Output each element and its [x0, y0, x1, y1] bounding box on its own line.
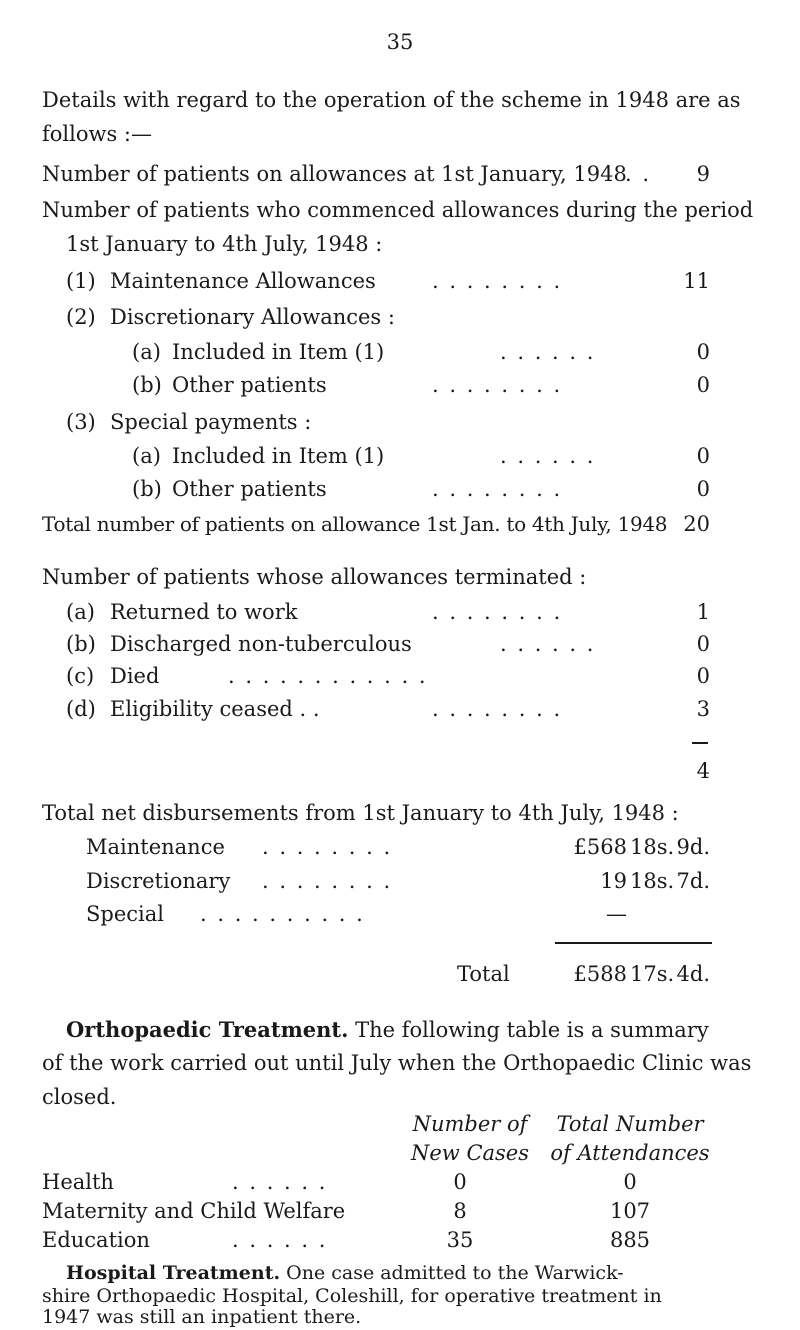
disb-maintenance-label: Maintenance	[86, 835, 225, 859]
hospital-line-3: 1947 was still an inpatient there.	[42, 1306, 362, 1328]
terminated-d-letter: (d)	[66, 697, 96, 721]
page-number: 35	[386, 30, 414, 54]
disb-total-label: Total	[457, 962, 510, 986]
terminated-a-letter: (a)	[66, 600, 95, 624]
ortho-row-health-dots: . . . . . .	[232, 1170, 328, 1194]
terminated-d-dots: . . . . . . . .	[432, 697, 563, 721]
disb-maintenance-dots: . . . . . . . .	[262, 835, 393, 859]
ortho-row-maternity-attend: 107	[609, 1199, 651, 1223]
terminated-d-value: 3	[696, 697, 710, 721]
item-3-number: (3)	[66, 410, 96, 434]
ortho-row-education-new: 35	[446, 1228, 474, 1252]
col-new-cases-head-2: New Cases	[410, 1141, 530, 1165]
hospital-text-1: One case admitted to the Warwick-	[280, 1262, 624, 1284]
terminated-d-label: Eligibility ceased . .	[110, 697, 320, 721]
ortho-row-maternity-label: Maternity and Child Welfare	[42, 1199, 346, 1223]
item-2a-dots: . . . . . .	[500, 340, 596, 364]
terminated-a-label: Returned to work	[110, 600, 298, 624]
terminated-c-value: 0	[696, 664, 710, 688]
disb-special-pounds: —	[606, 902, 627, 926]
item-3a-letter: (a)	[132, 444, 161, 468]
terminated-b-label: Discharged non-tuberculous	[110, 632, 412, 656]
disb-discretionary-pounds: 19	[600, 869, 627, 893]
disb-maintenance-pence: 9d.	[676, 835, 710, 859]
item-3-label: Special payments :	[110, 410, 312, 434]
terminated-a-value: 1	[696, 600, 710, 624]
item-1-dots: . . . . . . . .	[432, 269, 563, 293]
item-3b-value: 0	[696, 477, 710, 501]
orthopaedic-title: Orthopaedic Treatment.	[66, 1017, 349, 1042]
terminated-a-dots: . . . . . . . .	[432, 600, 563, 624]
on-allowances-dots: . .	[625, 162, 652, 186]
disb-maintenance-shillings: 18s.	[630, 835, 675, 859]
item-1-number: (1)	[66, 269, 96, 293]
disb-discretionary-label: Discretionary	[86, 869, 231, 893]
disb-total-pounds: £588	[573, 962, 627, 986]
hospital-line-2: shire Orthopaedic Hospital, Coleshill, for operative treatment in	[42, 1285, 662, 1307]
item-3a-dots: . . . . . .	[500, 444, 596, 468]
terminated-total-rule	[692, 742, 708, 744]
item-1-value: 11	[683, 269, 710, 293]
item-2a-value: 0	[696, 340, 710, 364]
disb-maintenance-pounds: £568	[573, 835, 627, 859]
terminated-c-dots: . . . . . . . . . . . .	[228, 664, 428, 688]
disb-special-dots: . . . . . . . . . .	[200, 902, 365, 926]
hospital-title: Hospital Treatment.	[66, 1262, 281, 1284]
commenced-total-label: Total number of patients on allowance 1st Jan. to 4th July, 1948	[42, 512, 668, 536]
intro-line-1: Details with regard to the operation of the scheme in 1948 are as	[42, 88, 741, 112]
item-1-label: Maintenance Allowances	[110, 269, 376, 293]
commenced-line-2: 1st January to 4th July, 1948 :	[66, 232, 383, 256]
col-new-cases-head-1: Number of	[412, 1112, 528, 1136]
terminated-total: 4	[696, 759, 710, 783]
item-2b-dots: . . . . . . . .	[432, 373, 563, 397]
item-2-label: Discretionary Allowances :	[110, 305, 395, 329]
terminated-c-label: Died	[110, 664, 160, 688]
terminated-b-letter: (b)	[66, 632, 96, 656]
item-2a-letter: (a)	[132, 340, 161, 364]
on-allowances-label: Number of patients on allowances at 1st January, 1948	[42, 162, 627, 186]
terminated-b-value: 0	[696, 632, 710, 656]
col-attendances-head-2: of Attendances	[550, 1141, 710, 1165]
item-2a-label: Included in Item (1)	[172, 340, 385, 364]
ortho-row-maternity-new: 8	[453, 1199, 467, 1223]
item-3b-dots: . . . . . . . .	[432, 477, 563, 501]
item-3a-value: 0	[696, 444, 710, 468]
disb-discretionary-dots: . . . . . . . .	[262, 869, 393, 893]
commenced-total-value: 20	[683, 512, 710, 536]
orthopaedic-line-3: closed.	[42, 1085, 117, 1109]
orthopaedic-line-2: of the work carried out until July when the Orthopaedic Clinic was	[42, 1051, 752, 1075]
disb-total-pence: 4d.	[676, 962, 710, 986]
ortho-row-education-dots: . . . . . .	[232, 1228, 328, 1252]
terminated-b-dots: . . . . . .	[500, 632, 596, 656]
disb-discretionary-pence: 7d.	[676, 869, 710, 893]
terminated-c-letter: (c)	[66, 664, 95, 688]
item-2-number: (2)	[66, 305, 96, 329]
disb-total-shillings: 17s.	[630, 962, 675, 986]
disb-total-rule	[555, 942, 712, 944]
ortho-row-health-attend: 0	[623, 1170, 637, 1194]
disbursements-heading: Total net disbursements from 1st January to 4th July, 1948 :	[42, 801, 679, 825]
orthopaedic-line-1	[66, 1017, 709, 1043]
item-3b-letter: (b)	[132, 477, 162, 501]
hospital-line-1	[66, 1262, 624, 1285]
item-2b-value: 0	[696, 373, 710, 397]
ortho-row-health-label: Health	[42, 1170, 114, 1194]
intro-line-2: follows :—	[42, 122, 152, 146]
disb-special-label: Special	[86, 902, 164, 926]
orthopaedic-text-1: The following table is a summary	[355, 1018, 709, 1042]
col-attendances-head-1: Total Number	[556, 1112, 704, 1136]
ortho-row-health-new: 0	[453, 1170, 467, 1194]
ortho-row-education-label: Education	[42, 1228, 150, 1252]
commenced-line-1: Number of patients who commenced allowances during the period	[42, 198, 754, 222]
terminated-heading: Number of patients whose allowances terminated :	[42, 565, 587, 589]
item-2b-letter: (b)	[132, 373, 162, 397]
ortho-row-education-attend: 885	[609, 1228, 651, 1252]
on-allowances-value: 9	[696, 162, 710, 186]
item-2b-label: Other patients	[172, 373, 327, 397]
disb-discretionary-shillings: 18s.	[630, 869, 675, 893]
item-3b-label: Other patients	[172, 477, 327, 501]
item-3a-label: Included in Item (1)	[172, 444, 385, 468]
